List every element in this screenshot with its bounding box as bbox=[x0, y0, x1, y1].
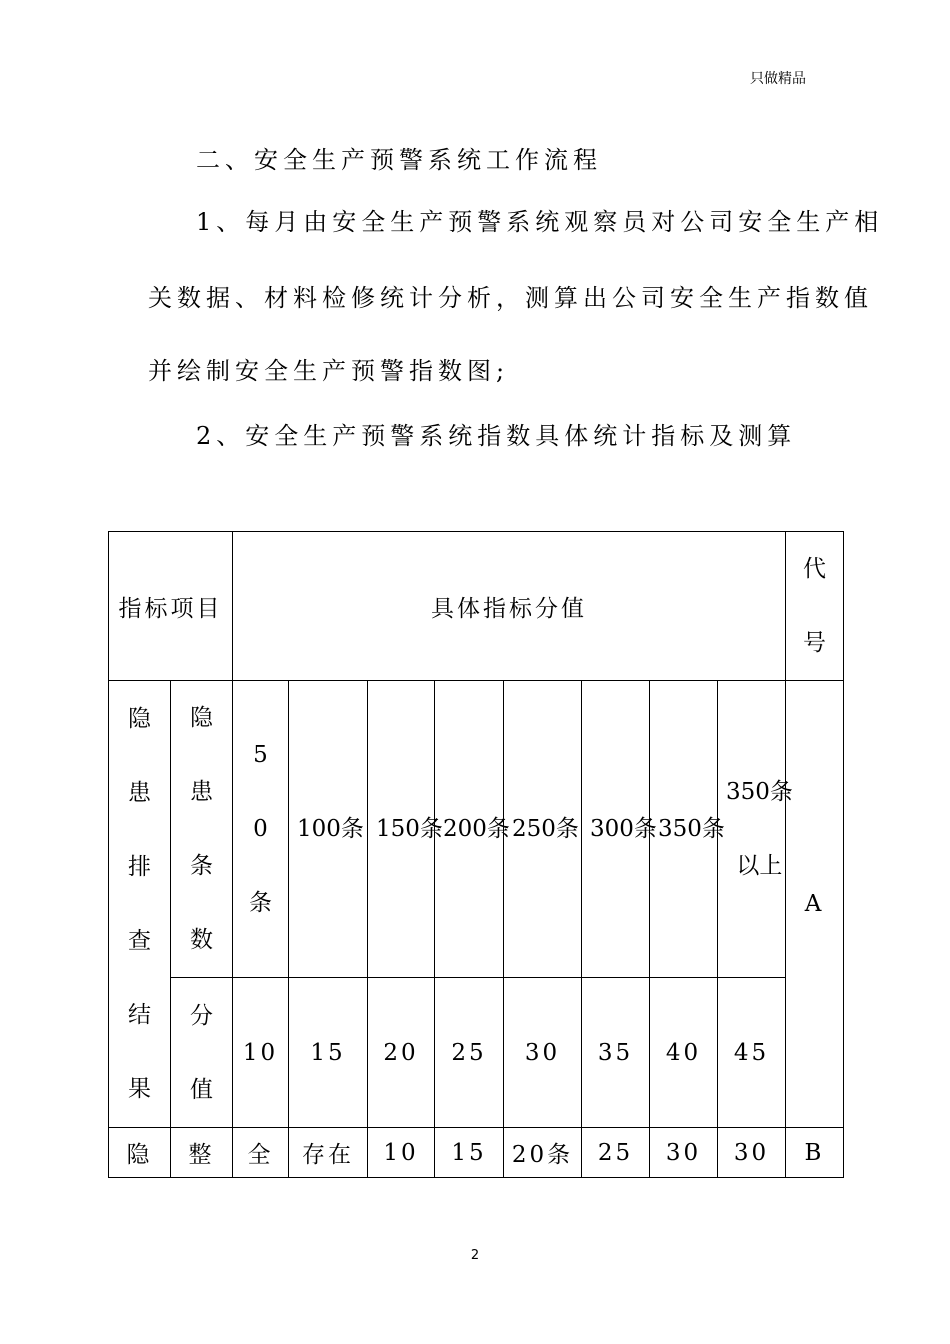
count-text: 250条 bbox=[511, 816, 579, 842]
header-values-cell: 具体指标分值 bbox=[233, 532, 786, 681]
row-b-value: 30 bbox=[718, 1128, 786, 1178]
group-a-cell bbox=[109, 681, 171, 1128]
count-text: 300条 bbox=[589, 816, 657, 842]
header-code-cell bbox=[786, 532, 844, 681]
sub-count-text: 隐患条数 bbox=[190, 705, 213, 953]
count-text: 350条以上 bbox=[725, 779, 793, 879]
row-b-col1: 隐 bbox=[109, 1128, 171, 1178]
item2: 2、安全生产预警系统指数具体统计指标及测算 bbox=[196, 422, 797, 450]
item1-line3: 并绘制安全生产预警指数图; bbox=[148, 357, 510, 385]
count-cell bbox=[650, 681, 725, 978]
row-b-value: 25 bbox=[582, 1128, 650, 1178]
count-text: 150条 bbox=[375, 816, 443, 842]
table-row-counts bbox=[109, 681, 844, 978]
row-b-value: 20条 bbox=[504, 1128, 582, 1178]
table-row-scores bbox=[109, 978, 844, 1128]
item1-line2: 关数据、材料检修统计分析，测算出公司安全生产指数值 bbox=[148, 284, 873, 312]
count-text: 100条 bbox=[296, 816, 364, 842]
row-b-col2: 整 bbox=[171, 1128, 233, 1178]
score-cell: 20 bbox=[368, 978, 435, 1128]
score-cell: 35 bbox=[582, 978, 650, 1128]
score-cell: 45 bbox=[718, 978, 786, 1128]
score-cell: 25 bbox=[435, 978, 504, 1128]
row-b-value: 10 bbox=[368, 1128, 435, 1178]
score-cell: 40 bbox=[650, 978, 718, 1128]
indicator-table bbox=[108, 531, 844, 1178]
count-cell bbox=[582, 681, 657, 978]
item1-line1: 1、每月由安全生产预警系统观察员对公司安全生产相 bbox=[196, 208, 884, 236]
count-text: 50条 bbox=[249, 742, 272, 916]
count-cell bbox=[718, 681, 793, 978]
count-text: 350条 bbox=[657, 816, 725, 842]
count-cell bbox=[504, 681, 582, 978]
count-text: 200条 bbox=[442, 816, 510, 842]
score-cell: 30 bbox=[504, 978, 582, 1128]
table-row-b bbox=[109, 1128, 844, 1178]
code-a-cell: A bbox=[786, 681, 844, 1128]
header-code-text: 代号 bbox=[803, 556, 826, 656]
row-b-value: 15 bbox=[435, 1128, 504, 1178]
row-b-value: 存在 bbox=[289, 1128, 368, 1178]
sub-score-cell bbox=[171, 978, 233, 1128]
sub-count-cell bbox=[171, 681, 233, 978]
group-a-text: 隐患排查结果 bbox=[128, 706, 151, 1102]
count-cell bbox=[233, 681, 289, 978]
count-cell bbox=[368, 681, 443, 978]
row-b-value: 30 bbox=[650, 1128, 718, 1178]
table-header-row bbox=[109, 532, 844, 681]
code-b-cell: B bbox=[786, 1128, 844, 1178]
count-cell bbox=[289, 681, 368, 978]
count-cell bbox=[435, 681, 510, 978]
score-cell: 15 bbox=[289, 978, 368, 1128]
section-title: 二、安全生产预警系统工作流程 bbox=[196, 146, 602, 174]
sub-score-text: 分值 bbox=[190, 1002, 213, 1103]
row-b-value: 全 bbox=[233, 1128, 289, 1178]
page-number: 2 bbox=[470, 1248, 480, 1263]
header-note: 只做精品 bbox=[750, 71, 806, 87]
header-item-cell: 指标项目 bbox=[109, 532, 233, 681]
score-cell: 10 bbox=[233, 978, 289, 1128]
